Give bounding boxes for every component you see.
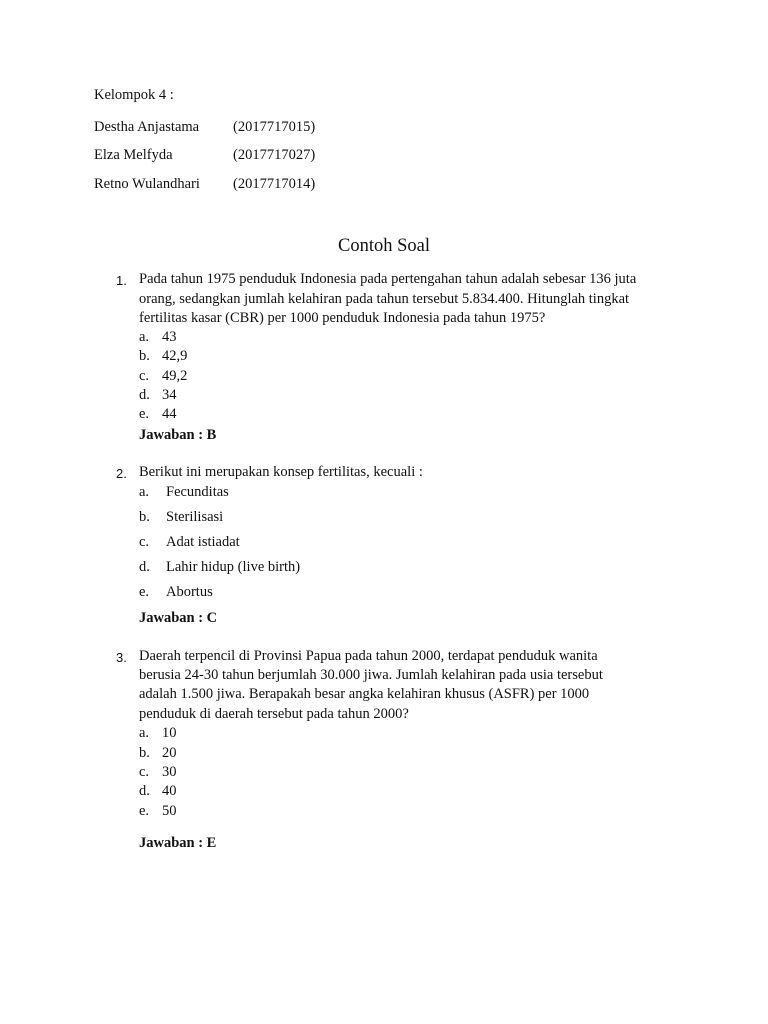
page-title: Contoh Soal [338,236,430,256]
option-text: Lahir hidup (live birth) [166,559,301,575]
question-text-line: Pada tahun 1975 penduduk Indonesia pada pertengahan tahun adalah sebesar 136 juta [139,271,637,287]
option-letter: a. [139,484,150,500]
question-text-line: adalah 1.500 jiwa. Berapakah besar angka kelahiran khusus (ASFR) per 1000 [139,686,590,702]
option-text: Abortus [166,584,213,600]
group-title: Kelompok 4 : [94,87,174,103]
option-text: 10 [162,725,177,741]
option-letter: d. [139,387,150,403]
member-name: Elza Melfyda [94,147,173,163]
option-letter: d. [139,783,150,799]
member-id: (2017717027) [233,147,316,163]
option-text: 43 [162,329,177,345]
question-number: 2. [116,466,127,481]
question-number: 1. [116,273,127,288]
option-text: Sterilisasi [166,509,224,525]
option-letter: e. [139,803,150,819]
question-text-line: orang, sedangkan jumlah kelahiran pada tahun tersebut 5.834.400. Hitunglah tingkat [139,291,630,307]
question-text-line: fertilitas kasar (CBR) per 1000 penduduk Indonesia pada tahun 1975? [139,310,546,326]
answer-label: Jawaban : E [139,835,217,851]
option-letter: b. [139,745,150,761]
option-text: 49,2 [162,368,188,384]
option-letter: e. [139,584,150,600]
option-text: Fecunditas [166,484,229,500]
member-name: Retno Wulandhari [94,176,200,192]
member-id: (2017717014) [233,176,316,192]
option-text: 40 [162,783,177,799]
option-letter: e. [139,406,150,422]
question-text-line: Daerah terpencil di Provinsi Papua pada tahun 2000, terdapat penduduk wanita [139,648,598,664]
question-text-line: berusia 24-30 tahun berjumlah 30.000 jiwa. Jumlah kelahiran pada usia tersebut [139,667,603,683]
option-letter: a. [139,725,150,741]
question-text-line: Berikut ini merupakan konsep fertilitas, kecuali : [139,464,423,480]
option-text: 20 [162,745,177,761]
option-text: 50 [162,803,177,819]
option-letter: c. [139,764,150,780]
option-letter: c. [139,534,150,550]
option-text: 30 [162,764,177,780]
answer-label: Jawaban : C [139,610,218,626]
question-text-line: penduduk di daerah tersebut pada tahun 2000? [139,706,409,722]
option-text: Adat istiadat [166,534,240,550]
answer-label: Jawaban : B [139,427,217,443]
option-text: 34 [162,387,177,403]
option-letter: b. [139,509,150,525]
option-letter: b. [139,348,150,364]
option-letter: a. [139,329,150,345]
option-letter: c. [139,368,150,384]
option-text: 44 [162,406,177,422]
option-text: 42,9 [162,348,188,364]
member-name: Destha Anjastama [94,119,200,135]
option-letter: d. [139,559,150,575]
member-id: (2017717015) [233,119,316,135]
question-number: 3. [116,650,127,665]
